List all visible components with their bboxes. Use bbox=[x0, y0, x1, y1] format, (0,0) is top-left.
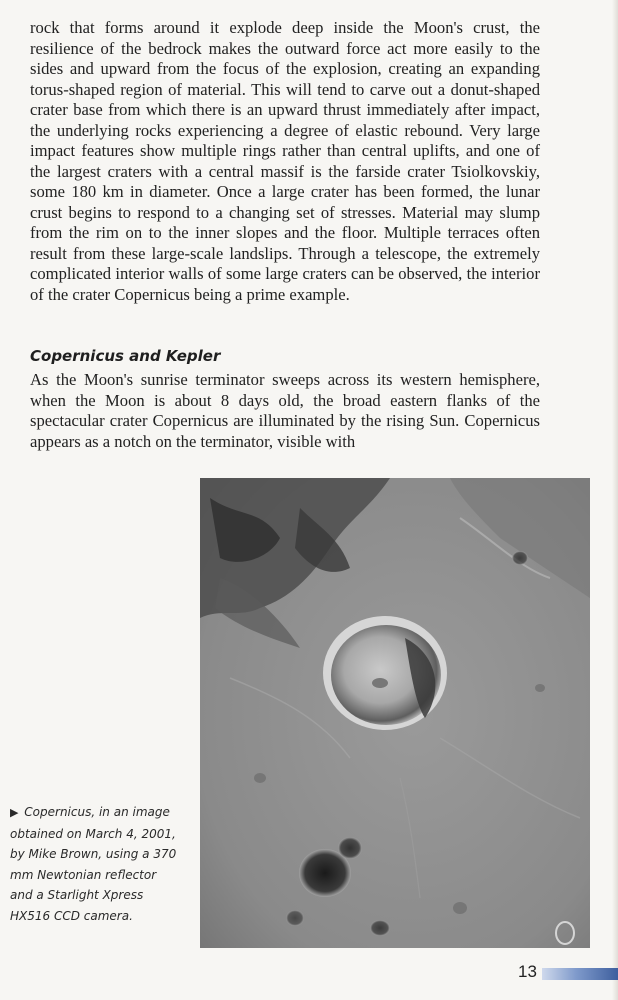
caption-text: Copernicus, in an image obtained on March 4, 2001, by Mike Brown, using a 370 mm Newtonian reflector and a Starlight Xpress HX516 CCD camera. bbox=[10, 805, 177, 923]
caption-marker-icon: ▶ bbox=[10, 806, 19, 819]
page-edge-shadow bbox=[612, 0, 618, 1000]
page-number-bar bbox=[542, 968, 618, 980]
body-paragraph-1: rock that forms around it explode deep inside the Moon's crust, the resilience of the bedrock makes the outward force act more easily to the sides and upward from the focus of the explosion, creating an expanding torus-shaped region of material. This will tend to carve out a donut-shaped crater base from which there is an upward thrust immediately after impact, the underlying rocks experiencing a degree of elastic rebound. Very large impact features show multiple rings rather than central uplifts, and one of the largest craters with a central massif is the farside crater Tsiolkovskiy, some 180 km in diameter. Once a large crater has been formed, the lunar crust begins to respond to a changing set of stresses. Material may slump from the rim on to the inner slopes and the floor. Multiple terraces often result from these large-scale landslips. Through a telescope, the extremely complicated interior walls of some large craters can be observed, the interior of the crater Copernicus being a prime example. bbox=[30, 18, 540, 304]
lunar-surface-image bbox=[200, 478, 590, 948]
section-heading: Copernicus and Kepler bbox=[30, 347, 221, 365]
photo-caption bbox=[10, 802, 180, 927]
copernicus-crater-photo bbox=[200, 478, 590, 948]
body-paragraph-2: As the Moon's sunrise terminator sweeps across its western hemisphere, when the Moon is about 8 days old, the broad eastern flanks of the spectacular crater Copernicus are illuminated by the rising Sun. Copernicus appears as a notch on the terminator, visible with bbox=[30, 370, 540, 451]
page-number: 13 bbox=[518, 962, 537, 981]
